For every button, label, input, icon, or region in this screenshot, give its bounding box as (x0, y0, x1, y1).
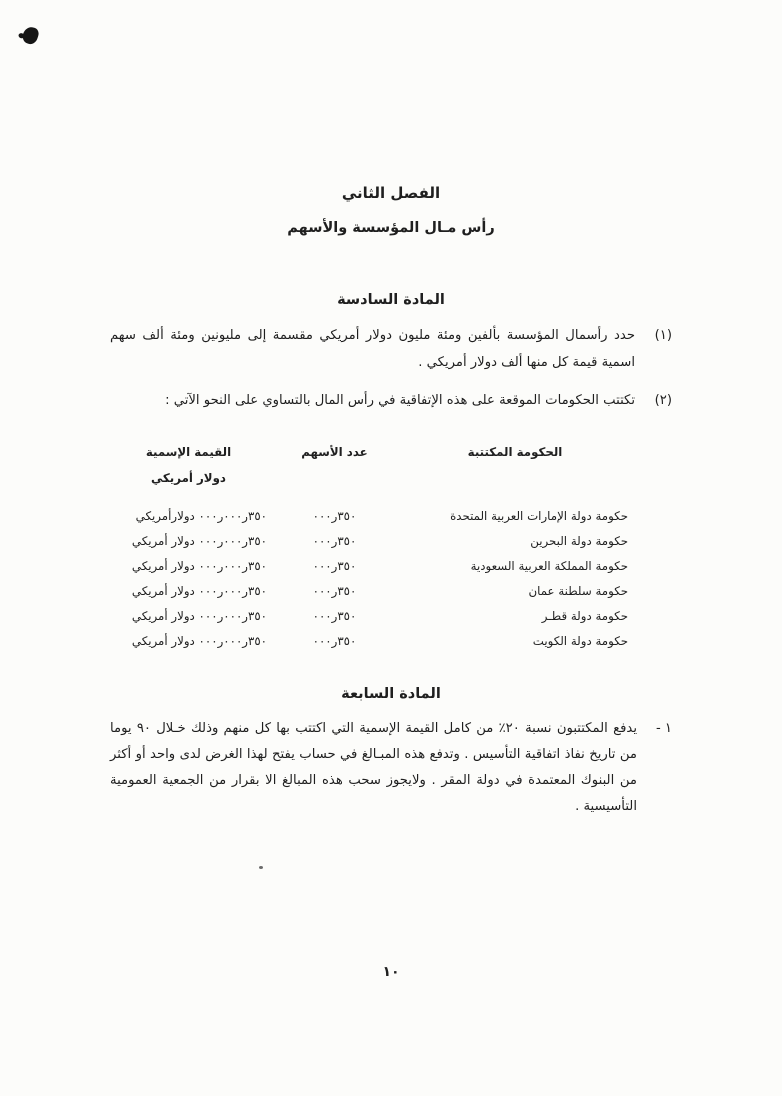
cell-value: ٣٥٠ر٠٠٠ر٠٠٠ دولار أمريكي (131, 609, 267, 623)
page-number: ١٠ (382, 964, 400, 980)
clause-marker: (١) (654, 328, 672, 343)
table-row (110, 629, 672, 654)
cell-government: حكومة دولة قطـر (541, 609, 628, 623)
scan-speck (259, 866, 263, 869)
scan-artifact (21, 25, 41, 46)
clause-text: يدفع المكتتبون نسبة ٢٠٪ من كامل القيمة الإسمية التي اكتتب بها كل منهم وذلك خـلال ٩٠ يوما من تاريخ نفاذ اتفاقية التأسيس . وتدفع هذه المبـالغ في حساب يفتح لهذا الغرض لدى واحد أو أكثر من البنوك المعتمدة في دولة المقر . ولايجوز سحب هذه المبالغ الا بقرار من الجمعية العمومية التأسيسية . (110, 721, 638, 814)
clause-text: حدد رأسمال المؤسسة بألفين ومئة مليون دولار أمريكي مقسمة إلى مليونين ومئة ألف سهم اسمية قيمة كل منها ألف دولار أمريكي . (110, 328, 635, 370)
cell-government: حكومة سلطنة عمان (528, 584, 628, 598)
cell-value: ٣٥٠ر٠٠٠ر٠٠٠ دولار أمريكي (131, 534, 267, 548)
subscription-table (110, 444, 672, 654)
cell-government: حكومة المملكة العربية السعودية (470, 559, 628, 573)
cell-shares: ٣٥٠ر٠٠٠ (312, 559, 357, 573)
table-row (110, 604, 672, 629)
article-seven-heading: المادة السابعة (341, 686, 441, 702)
header-value-group (110, 444, 267, 487)
table-row (110, 504, 672, 529)
article-six-clause-1 (110, 322, 672, 376)
clause-marker: ١ - (655, 721, 672, 736)
header-value-unit: دولار أمريكي (151, 471, 226, 485)
table-header-row (110, 444, 672, 487)
chapter-header (0, 184, 782, 236)
table-row (110, 529, 672, 554)
table-rows (110, 504, 672, 654)
header-shares: عدد الأسهم (301, 445, 368, 459)
cell-government: حكومة دولة الكويت (532, 634, 628, 648)
cell-value: ٣٥٠ر٠٠٠ر٠٠٠ دولارأمريكي (135, 509, 267, 523)
cell-government: حكومة دولة البحرين (530, 534, 628, 548)
article-seven-body (110, 716, 672, 820)
cell-shares: ٣٥٠ر٠٠٠ (312, 509, 357, 523)
clause-text: تكتتب الحكومات الموقعة على هذه الإتفاقية في رأس المال بالتساوي على النحو الآتي : (165, 393, 635, 408)
article-six-body (110, 322, 672, 414)
table-row (110, 579, 672, 604)
cell-value: ٣٥٠ر٠٠٠ر٠٠٠ دولار أمريكي (131, 584, 267, 598)
cell-shares: ٣٥٠ر٠٠٠ (312, 634, 357, 648)
table-row (110, 554, 672, 579)
cell-shares: ٣٥٠ر٠٠٠ (312, 609, 357, 623)
cell-value: ٣٥٠ر٠٠٠ر٠٠٠ دولار أمريكي (131, 559, 267, 573)
cell-shares: ٣٥٠ر٠٠٠ (312, 584, 357, 598)
cell-value: ٣٥٠ر٠٠٠ر٠٠٠ دولار أمريكي (131, 634, 267, 648)
article-six-clause-2 (110, 387, 672, 414)
cell-government: حكومة دولة الإمارات العربية المتحدة (450, 509, 628, 523)
cell-shares: ٣٥٠ر٠٠٠ (312, 534, 357, 548)
article-six-heading: المادة السادسة (337, 292, 445, 308)
header-value: القيمة الإسمية (145, 445, 232, 459)
header-government: الحكومة المكتتبة (467, 445, 563, 459)
clause-marker: (٢) (654, 393, 672, 408)
chapter-title: الفصل الثاني (341, 184, 441, 202)
chapter-subtitle: رأس مـال المؤسسة والأسهم (287, 220, 495, 236)
article-seven-clause-1 (110, 716, 672, 820)
